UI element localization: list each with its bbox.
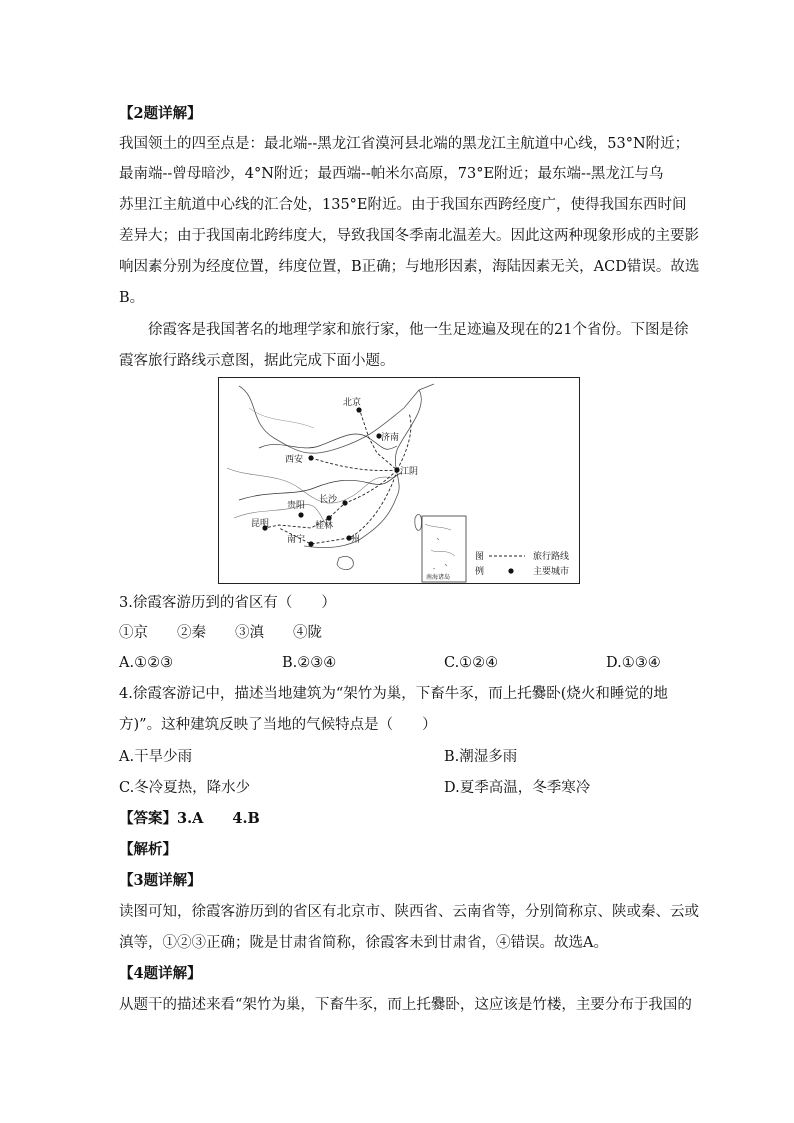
q4-option-d: D.夏季高温，冬季寒冷 bbox=[444, 780, 591, 796]
map-drawing bbox=[219, 378, 580, 584]
legend-title-2: 例 bbox=[475, 567, 485, 577]
city-label-jiangyin: 江阴 bbox=[400, 467, 419, 477]
city-label-nanning: 南宁 bbox=[287, 535, 306, 545]
legend-city-label: 主要城市 bbox=[533, 567, 570, 577]
section-2-line-2: 最南端--曾母暗沙，4°N附近；最西端--帕米尔高原，73°E附近；最东端--黑龙江与乌 bbox=[119, 166, 664, 182]
route-east bbox=[397, 413, 411, 470]
section-2-line-1: 我国领土的四至点是：最北端--黑龙江省漠河县北端的黑龙江主航道中心线，53°N附近； bbox=[119, 136, 690, 152]
intro-line-2: 霞客旅行路线示意图，据此完成下面小题。 bbox=[119, 353, 395, 369]
city-dot-nanning bbox=[308, 541, 313, 546]
city-label-changsha: 长沙 bbox=[319, 495, 338, 505]
province-border-3 bbox=[249, 408, 314, 428]
city-dot-changsha bbox=[342, 500, 347, 505]
inset-frame bbox=[422, 516, 466, 582]
city-label-guilin: 桂林 bbox=[315, 521, 334, 531]
q4-option-a: A.干旱少雨 bbox=[119, 749, 193, 765]
inset-islands bbox=[433, 538, 447, 569]
section-2-line-3: 苏里江主航道中心线的汇合处，135°E附近。由于我国东西跨经度广，使得我国东西时间 bbox=[119, 197, 687, 213]
section-2-heading: 【2题详解】 bbox=[119, 105, 202, 122]
q4-stem-1: 4.徐霞客游记中，描述当地建筑为“架竹为巢，下畜牛豕，而上托爨卧(烧火和睡觉的地 bbox=[119, 686, 668, 702]
q4-stem-2: 方)”。这种建筑反映了当地的气候特点是（ ） bbox=[119, 717, 437, 733]
legend-city-dot bbox=[508, 568, 513, 573]
q3-option-c: C.①②④ bbox=[444, 655, 499, 671]
section-2-line-6: B。 bbox=[119, 290, 145, 306]
hainan-island bbox=[337, 556, 353, 569]
q3-option-a: A.①②③ bbox=[119, 655, 174, 671]
travel-route-map bbox=[218, 377, 580, 584]
city-label-xian: 西安 bbox=[285, 455, 304, 465]
legend-title-1: 图 bbox=[475, 552, 485, 562]
section-3-line-2: 滇等，①②③正确；陇是甘肃省简称，徐霞客未到甘肃省，④错误。故选A。 bbox=[119, 935, 608, 951]
taiwan-island bbox=[415, 514, 422, 530]
section-4-line-1: 从题干的描述来看“架竹为巢，下畜牛豕，而上托爨卧，这应该是竹楼，主要分布于我国的 bbox=[119, 997, 692, 1013]
section-2-line-4: 差异大；由于我国南北跨纬度大，导致我国冬季南北温差大。因此这两种现象形成的主要影 bbox=[119, 228, 699, 244]
city-dot-guilin bbox=[326, 515, 331, 520]
section-3-line-1: 读图可知，徐霞客游历到的省区有北京市、陕西省、云南省等，分别简称京、陕或秦、云或 bbox=[119, 904, 699, 920]
inset-coast bbox=[425, 524, 455, 556]
q4-option-c: C.冬冷夏热，降水少 bbox=[119, 780, 251, 796]
legend-route-label: 旅行路线 bbox=[533, 552, 570, 562]
inset-caption: 南海诸岛 bbox=[426, 574, 451, 581]
intro-line-1: 徐霞客是我国著名的地理学家和旅行家，他一生足迹遍及现在的21个省份。下图是徐 bbox=[148, 322, 689, 338]
city-label-kunming: 昆明 bbox=[251, 519, 270, 529]
city-label-jinan: 济南 bbox=[381, 433, 400, 443]
city-dot-xian bbox=[308, 455, 313, 460]
city-label-beijing: 北京 bbox=[343, 398, 362, 408]
city-dot-beijing bbox=[356, 407, 361, 412]
city-label-guiyang: 贵阳 bbox=[287, 501, 306, 511]
q3-option-b: B.②③④ bbox=[282, 655, 337, 671]
q3-stem: 3.徐霞客游历到的省区有（ ） bbox=[119, 595, 336, 611]
q4-option-b: B.潮湿多雨 bbox=[444, 749, 518, 765]
route-west bbox=[311, 458, 397, 471]
city-dot-guiyang bbox=[298, 512, 303, 517]
city-label-zhou: 州 bbox=[351, 535, 361, 545]
province-border-1 bbox=[227, 468, 394, 503]
q3-option-d: D.①③④ bbox=[606, 655, 661, 671]
answer-line: 【答案】3.A 4.B bbox=[119, 810, 260, 827]
city-dot-jiangyin bbox=[394, 467, 399, 472]
section-4-heading: 【4题详解】 bbox=[119, 965, 202, 982]
section-3-heading: 【3题详解】 bbox=[119, 872, 202, 889]
q3-items: ①京 ②秦 ③滇 ④陇 bbox=[119, 625, 322, 641]
section-2-line-5: 响因素分别为经度位置，纬度位置，B正确；与地形因素，海陆因素无关，ACD错误。故选 bbox=[119, 259, 700, 275]
analysis-heading: 【解析】 bbox=[119, 841, 177, 858]
